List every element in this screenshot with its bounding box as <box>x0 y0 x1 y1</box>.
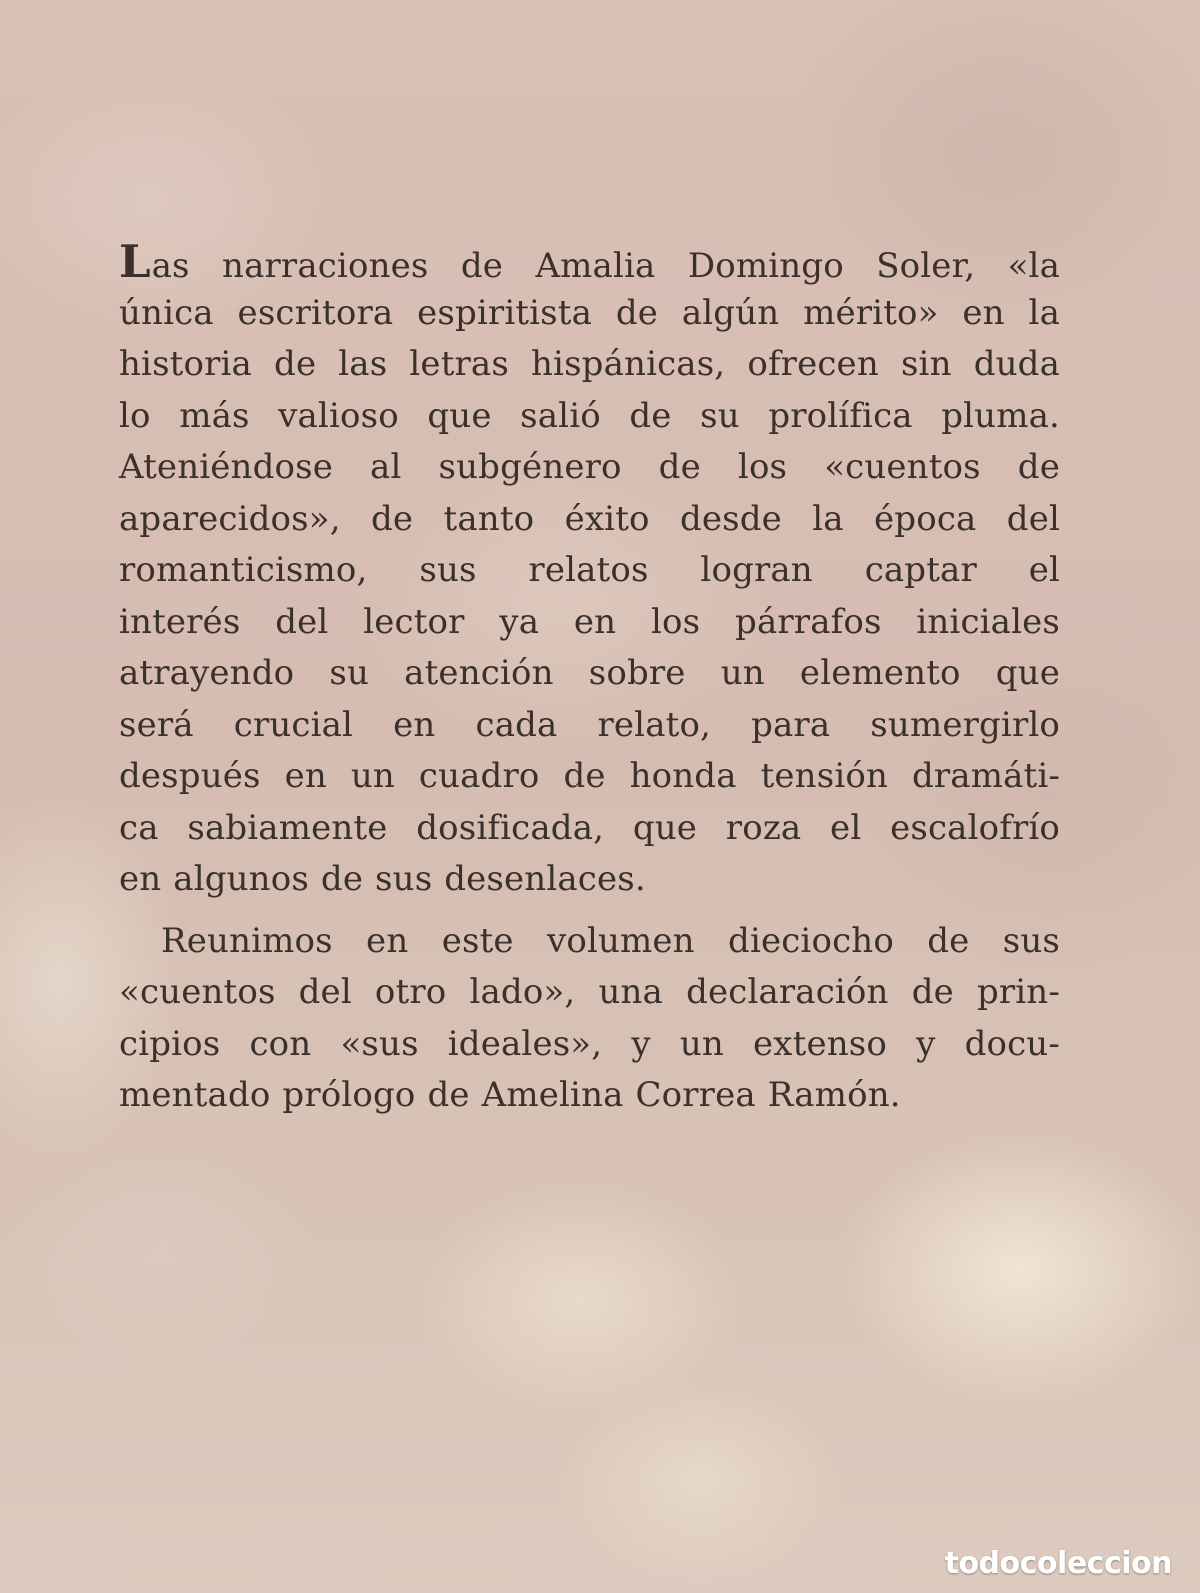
text-line: atrayendo su atención sobre un elemento que <box>119 653 1060 693</box>
text-line: ca sabiamente dosificada, que roza el escalofrío <box>119 807 1060 848</box>
text-line: mentado prólogo de Amelina Correa Ramón. <box>119 1075 901 1115</box>
text-line: historia de las letras hispánicas, ofrecen sin duda <box>119 344 1060 384</box>
book-back-cover-text <box>119 236 1060 1122</box>
text-line: después en un cuadro de honda tensión dramáti- <box>119 756 1060 796</box>
paragraph-2 <box>119 916 1060 1122</box>
text-line: lo más valioso que salió de su prolífica pluma. <box>119 395 1060 436</box>
text-line: «cuentos del otro lado», una declaración de prin- <box>119 972 1060 1012</box>
paragraph-gap <box>119 906 1060 916</box>
paragraph-1 <box>119 236 1060 906</box>
text-line: interés del lector ya en los párrafos iniciales <box>119 601 1060 642</box>
text-line: en algunos de sus desenlaces. <box>119 859 646 899</box>
text-line: romanticismo, sus relatos logran captar el <box>119 550 1060 590</box>
drop-cap: L <box>119 235 152 288</box>
text-line: Reunimos en este volumen dieciocho de sus <box>161 920 1060 961</box>
text-line: única escritora espiritista de algún mérito» en la <box>119 292 1060 333</box>
text-line: aparecidos», de tanto éxito desde la época del <box>119 498 1060 539</box>
text-line: Ateniéndose al subgénero de los «cuentos de <box>119 447 1060 487</box>
text-line: cipios con «sus ideales», y un extenso y docu- <box>119 1023 1060 1064</box>
watermark-logo: todocoleccion <box>944 1546 1172 1581</box>
text-line: Las narraciones de Amalia Domingo Soler, «la <box>119 235 1060 288</box>
text-line: será crucial en cada relato, para sumergirlo <box>119 704 1060 745</box>
